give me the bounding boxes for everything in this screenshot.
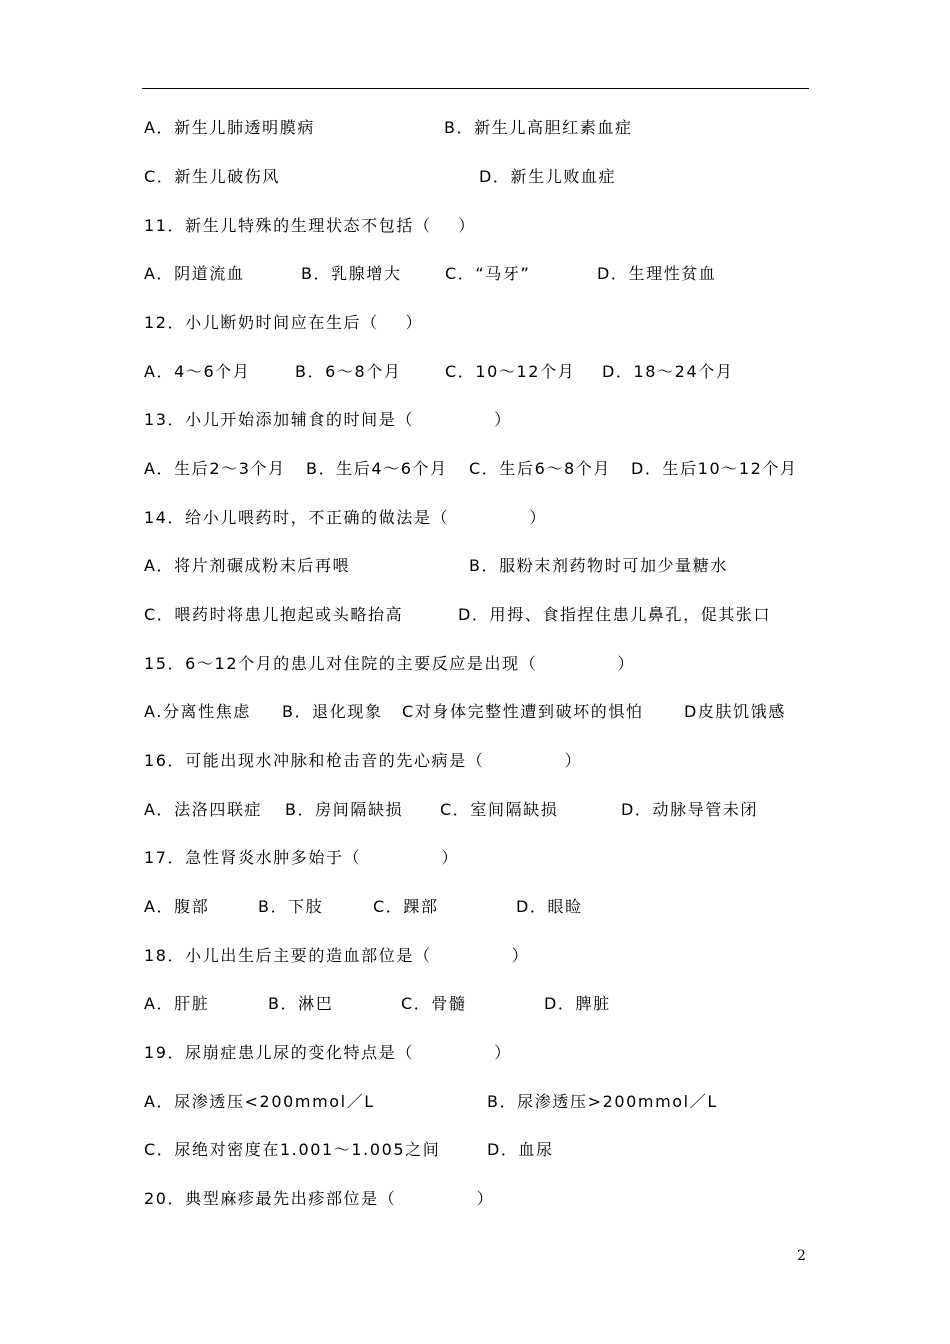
option: D．脾脏: [544, 994, 611, 1013]
option: C．室间隔缺损: [440, 800, 559, 819]
page-number: 2: [797, 1248, 806, 1264]
option: B．房间隔缺损: [285, 800, 404, 819]
option: C．喂药时将患儿抱起或头略抬高: [144, 605, 404, 624]
option: D．18～24个月: [602, 362, 734, 381]
option: B．6～8个月: [295, 362, 402, 381]
option: B．乳腺增大: [301, 264, 402, 283]
option: C．尿绝对密度在1.001～1.005之间: [144, 1140, 441, 1159]
option: C对身体完整性遭到破坏的惧怕: [402, 702, 644, 721]
option: D皮肤饥饿感: [684, 702, 786, 721]
option: B．淋巴: [268, 994, 334, 1013]
option: A．肝脏: [144, 994, 210, 1013]
option: D．生后10～12个月: [631, 459, 798, 478]
stem-text: 20．典型麻疹最先出疹部位是（ ）: [144, 1189, 495, 1208]
option: A．尿渗透压<200mmol／L: [144, 1092, 375, 1111]
option: C．“马牙”: [445, 264, 531, 283]
option: D．眼睑: [516, 897, 583, 916]
stem-text: 19．尿崩症患儿尿的变化特点是（ ）: [144, 1043, 512, 1062]
option: C．生后6～8个月: [469, 459, 611, 478]
stem-text: 18．小儿出生后主要的造血部位是（ ）: [144, 946, 530, 965]
question-stem: [144, 1187, 495, 1259]
stem-text: 12．小儿断奶时间应在生后（ ）: [144, 313, 424, 332]
stem-text: 13．小儿开始添加辅食的时间是（ ）: [144, 410, 512, 429]
option: B．服粉末剂药物时可加少量糖水: [469, 556, 728, 575]
option: D．新生儿败血症: [479, 167, 617, 186]
option: A．腹部: [144, 897, 210, 916]
option: A．将片剂碾成粉末后再喂: [144, 556, 351, 575]
option: D．动脉导管未闭: [621, 800, 759, 819]
option: C．新生儿破伤风: [144, 167, 280, 186]
stem-text: 16．可能出现水冲脉和枪击音的先心病是（ ）: [144, 751, 583, 770]
option: A．法洛四联症: [144, 800, 263, 819]
option: B．新生儿高胆红素血症: [444, 118, 633, 137]
option: A．4～6个月: [144, 362, 251, 381]
stem-text: 15．6～12个月的患儿对住院的主要反应是出现（ ）: [144, 654, 636, 673]
option: A．阴道流血: [144, 264, 245, 283]
option: B．尿渗透压>200mmol／L: [487, 1092, 718, 1111]
option: D．用拇、食指捏住患儿鼻孔，促其张口: [458, 605, 772, 624]
stem-text: 14．给小儿喂药时，不正确的做法是（ ）: [144, 508, 547, 527]
option: A．生后2～3个月: [144, 459, 286, 478]
stem-text: 11．新生儿特殊的生理状态不包括（ ）: [144, 216, 476, 235]
option: D．生理性贫血: [597, 264, 717, 283]
option: A.分离性焦虑: [144, 702, 251, 721]
stem-text: 17．急性肾炎水肿多始于（ ）: [144, 848, 459, 867]
option: B．下肢: [258, 897, 324, 916]
header-rule: [142, 88, 809, 89]
option: B．退化现象: [282, 702, 383, 721]
option: C．骨髓: [401, 994, 467, 1013]
option: C．10～12个月: [445, 362, 576, 381]
option: C．踝部: [373, 897, 439, 916]
option: B．生后4～6个月: [306, 459, 448, 478]
option: A．新生儿肺透明膜病: [144, 118, 315, 137]
option: D．血尿: [487, 1140, 554, 1159]
